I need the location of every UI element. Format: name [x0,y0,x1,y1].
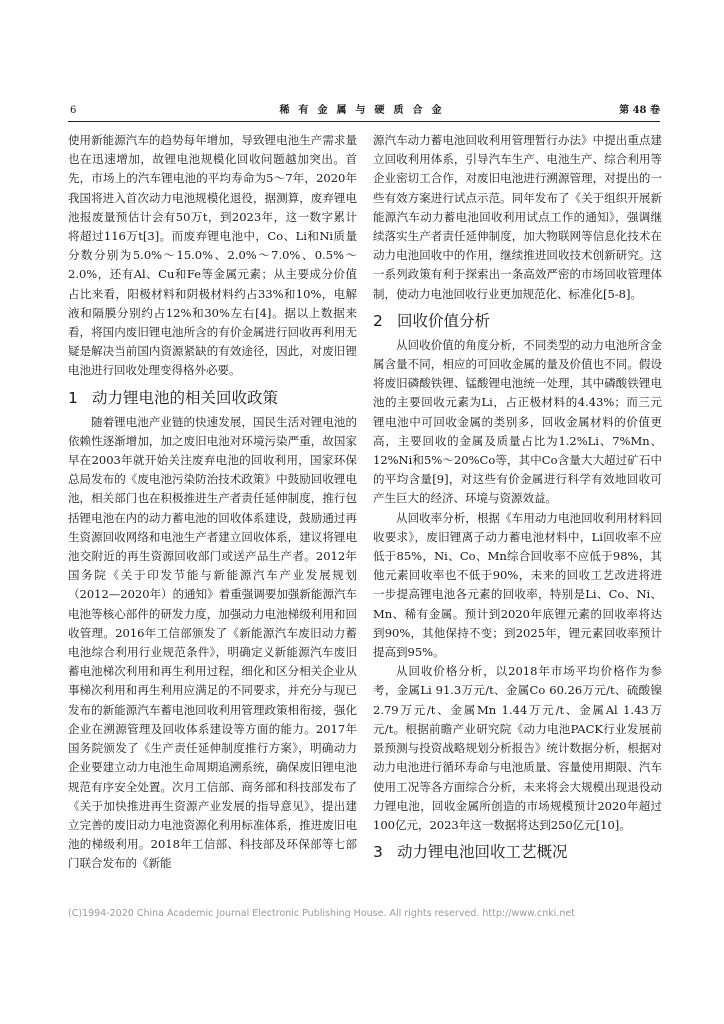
journal-title: 稀有金属与硬质合金 [279,105,451,116]
section-title: 动力锂电池的相关回收政策 [92,388,279,407]
right-column [373,131,662,867]
paragraph: 源汽车动力蓄电池回收利用管理暂行办法》中提出重点建立回收利用体系，引导汽车生产、电池生产、综合利用等企业密切工合作，对废旧电池进行溯源管理，对提出的一些有效方案进行试点示范。同年发布了《关于组织开展新能源汽车动力蓄电池回收利用试点工作的通知》，强调继续落实生产者责任延伸制度，加大物联网等信息化技术在动力电池回收中的作用，继续推进回收技术创新研究。这一系列政策有利于探索出一条高效严密的市场回收管理体制，使动力电池回收行业更加规范化、标准化[5-8]。 [373,133,662,301]
volume-label: 第 48 卷 [619,105,660,116]
copyright-watermark: (C)1994-2020 China Academic Journal Electronic Publishing House. All rights reserved. http://www.cnki.net [68,908,575,919]
paragraph: 从回收率分析，根据《车用动力电池回收利用材料回收要求》，废旧锂离子动力蓄电池材料中，Li回收率不应低于85%，Ni、Co、Mn综合回收率不应低于98%，其他元素回收率也不低于90%，未来的回收工艺改进将进一步提高锂电池各元素的回收率，特别是Li、Co、Ni、Mn、稀有金属。预计到2020年底锂元素的回收率将达到90%，其他保持不变；到2025年，锂元素回收率预计提高到95%。 [373,510,662,660]
section-title: 动力锂电池回收工艺概况 [397,843,568,862]
paragraph: 从回收价值的角度分析，不同类型的动力电池所含金属含量不同，相应的可回收金属的量及价值也不同。假设将废旧磷酸铁锂、锰酸锂电池统一处理，其中磷酸铁锂电池的主要回收元素为Li，占正极材料的4.43%；而三元锂电池中可回收金属的类别多，回收金属材料的价值更高，主要回收的金属及质量占比为1.2%Li、7%Mn、12%Ni和5%～20%Co等，其中Co含量大大超过矿石中的平均含量[9]，对这些有价金属进行科学有效地回收可产生巨大的经济、环境与资源效益。 [373,337,662,506]
paragraph: 使用新能源汽车的趋势每年增加，导致锂电池生产需求量也在迅速增加，故锂电池规模化回收问题越加突出。首先，市场上的汽车锂电池的平均寿命为5～7年，2020年我国将进入首次动力电池规模化退役，据测算，废弃锂电池报废量预估计会有50万t，到2023年，这一数字累计将超过116万t[3]。而废弃锂电池中，Co、Li和Ni质量分数分别为5.0%～15.0%、2.0%～7.0%、0.5%～2.0%，还有Al、Cu和Fe等金属元素；从主要成分价值占比来看，阳极材料和阴极材料约占33%和10%，电解液和隔膜分别约占12%和30%左右[4]。据以上数据来看，将国内废旧锂电池所含的有价金属进行回收再利用无疑是解决当前国内资源紧缺的有效途径，因此，对废旧锂电池进行回收处理变得格外必要。 [68,133,357,378]
section-number: 3 [373,843,383,862]
section-heading-1 [68,388,357,408]
paragraph: 从回收价格分析，以2018年市场平均价格作为参考，金属Li 91.3万元/t、金属Co 60.26万元/t、硫酸镍2.79万元/t、金属Mn 1.44万元/t、金属Al 1.43万元/t。根据前瞻产业研究院《动力电池PACK行业发展前景预测与投资战略规划分析报告》统计数据分析，根据对动力电池进行循环寿命与电池质量、容量使用期限、汽车使用工况等各方面综合分析，未来将会大规模出现退役动力锂电池，回收金属所创造的市场规模预计2020年超过100亿元，2023年这一数据将达到250亿元[10]。 [373,664,662,832]
header-rule [68,121,660,122]
section-title: 回收价值分析 [397,311,491,330]
paragraph: 随着锂电池产业链的快速发展，国民生活对锂电池的依赖性逐渐增加，加之废旧电池对环境污染严重，故国家早在2003年就开始关注废弃电池的回收利用，国家环保总局发布的《废电池污染防治技术政策》中鼓励回收锂电池，相关部门也在积极推进生产者责任延伸制度，推行包括锂电池在内的动力蓄电池的回收体系建设，鼓励通过再生资源回收网络和电池生产者建立回收体系，建议将锂电池交附近的再生资源回收部门或送产品生产者。2012年国务院《关于印发节能与新能源汽车产业发展规划（2012—2020年）的通知》着重强调要加强新能源汽车电池等核心部件的研发力度，加强动力电池梯级利用和回收管理。2016年工信部颁发了《新能源汽车废旧动力蓄电池综合利用行业规范条件》，明确定义新能源汽车废旧蓄电池梯次利用和再生利用过程，细化和区分相关企业从事梯次利用和再生利用应满足的不同要求，并充分与现已发布的新能源汽车蓄电池回收利用管理政策相衔接，强化企业在溯源管理及回收体系建设等方面的能力。2017年国务院颁发了《生产责任延伸制度推行方案》，明确动力企业要建立动力电池生命周期追溯系统，确保废旧锂电池规范有序安全处置。次月工信部、商务部和科技部发布了《关于加快推进再生资源产业发展的指导意见》，提出建立完善的废旧动力电池资源化利用标准体系，推进废旧电池的梯级利用。2018年工信部、科技部及环保部等七部门联合发布的《新能 [68,414,357,871]
page-number: 6 [70,105,77,116]
left-column [68,131,357,874]
section-heading-2 [373,311,662,331]
page-header [70,104,660,118]
section-number: 1 [68,388,78,407]
section-heading-3 [373,842,662,862]
section-number: 2 [373,311,383,330]
